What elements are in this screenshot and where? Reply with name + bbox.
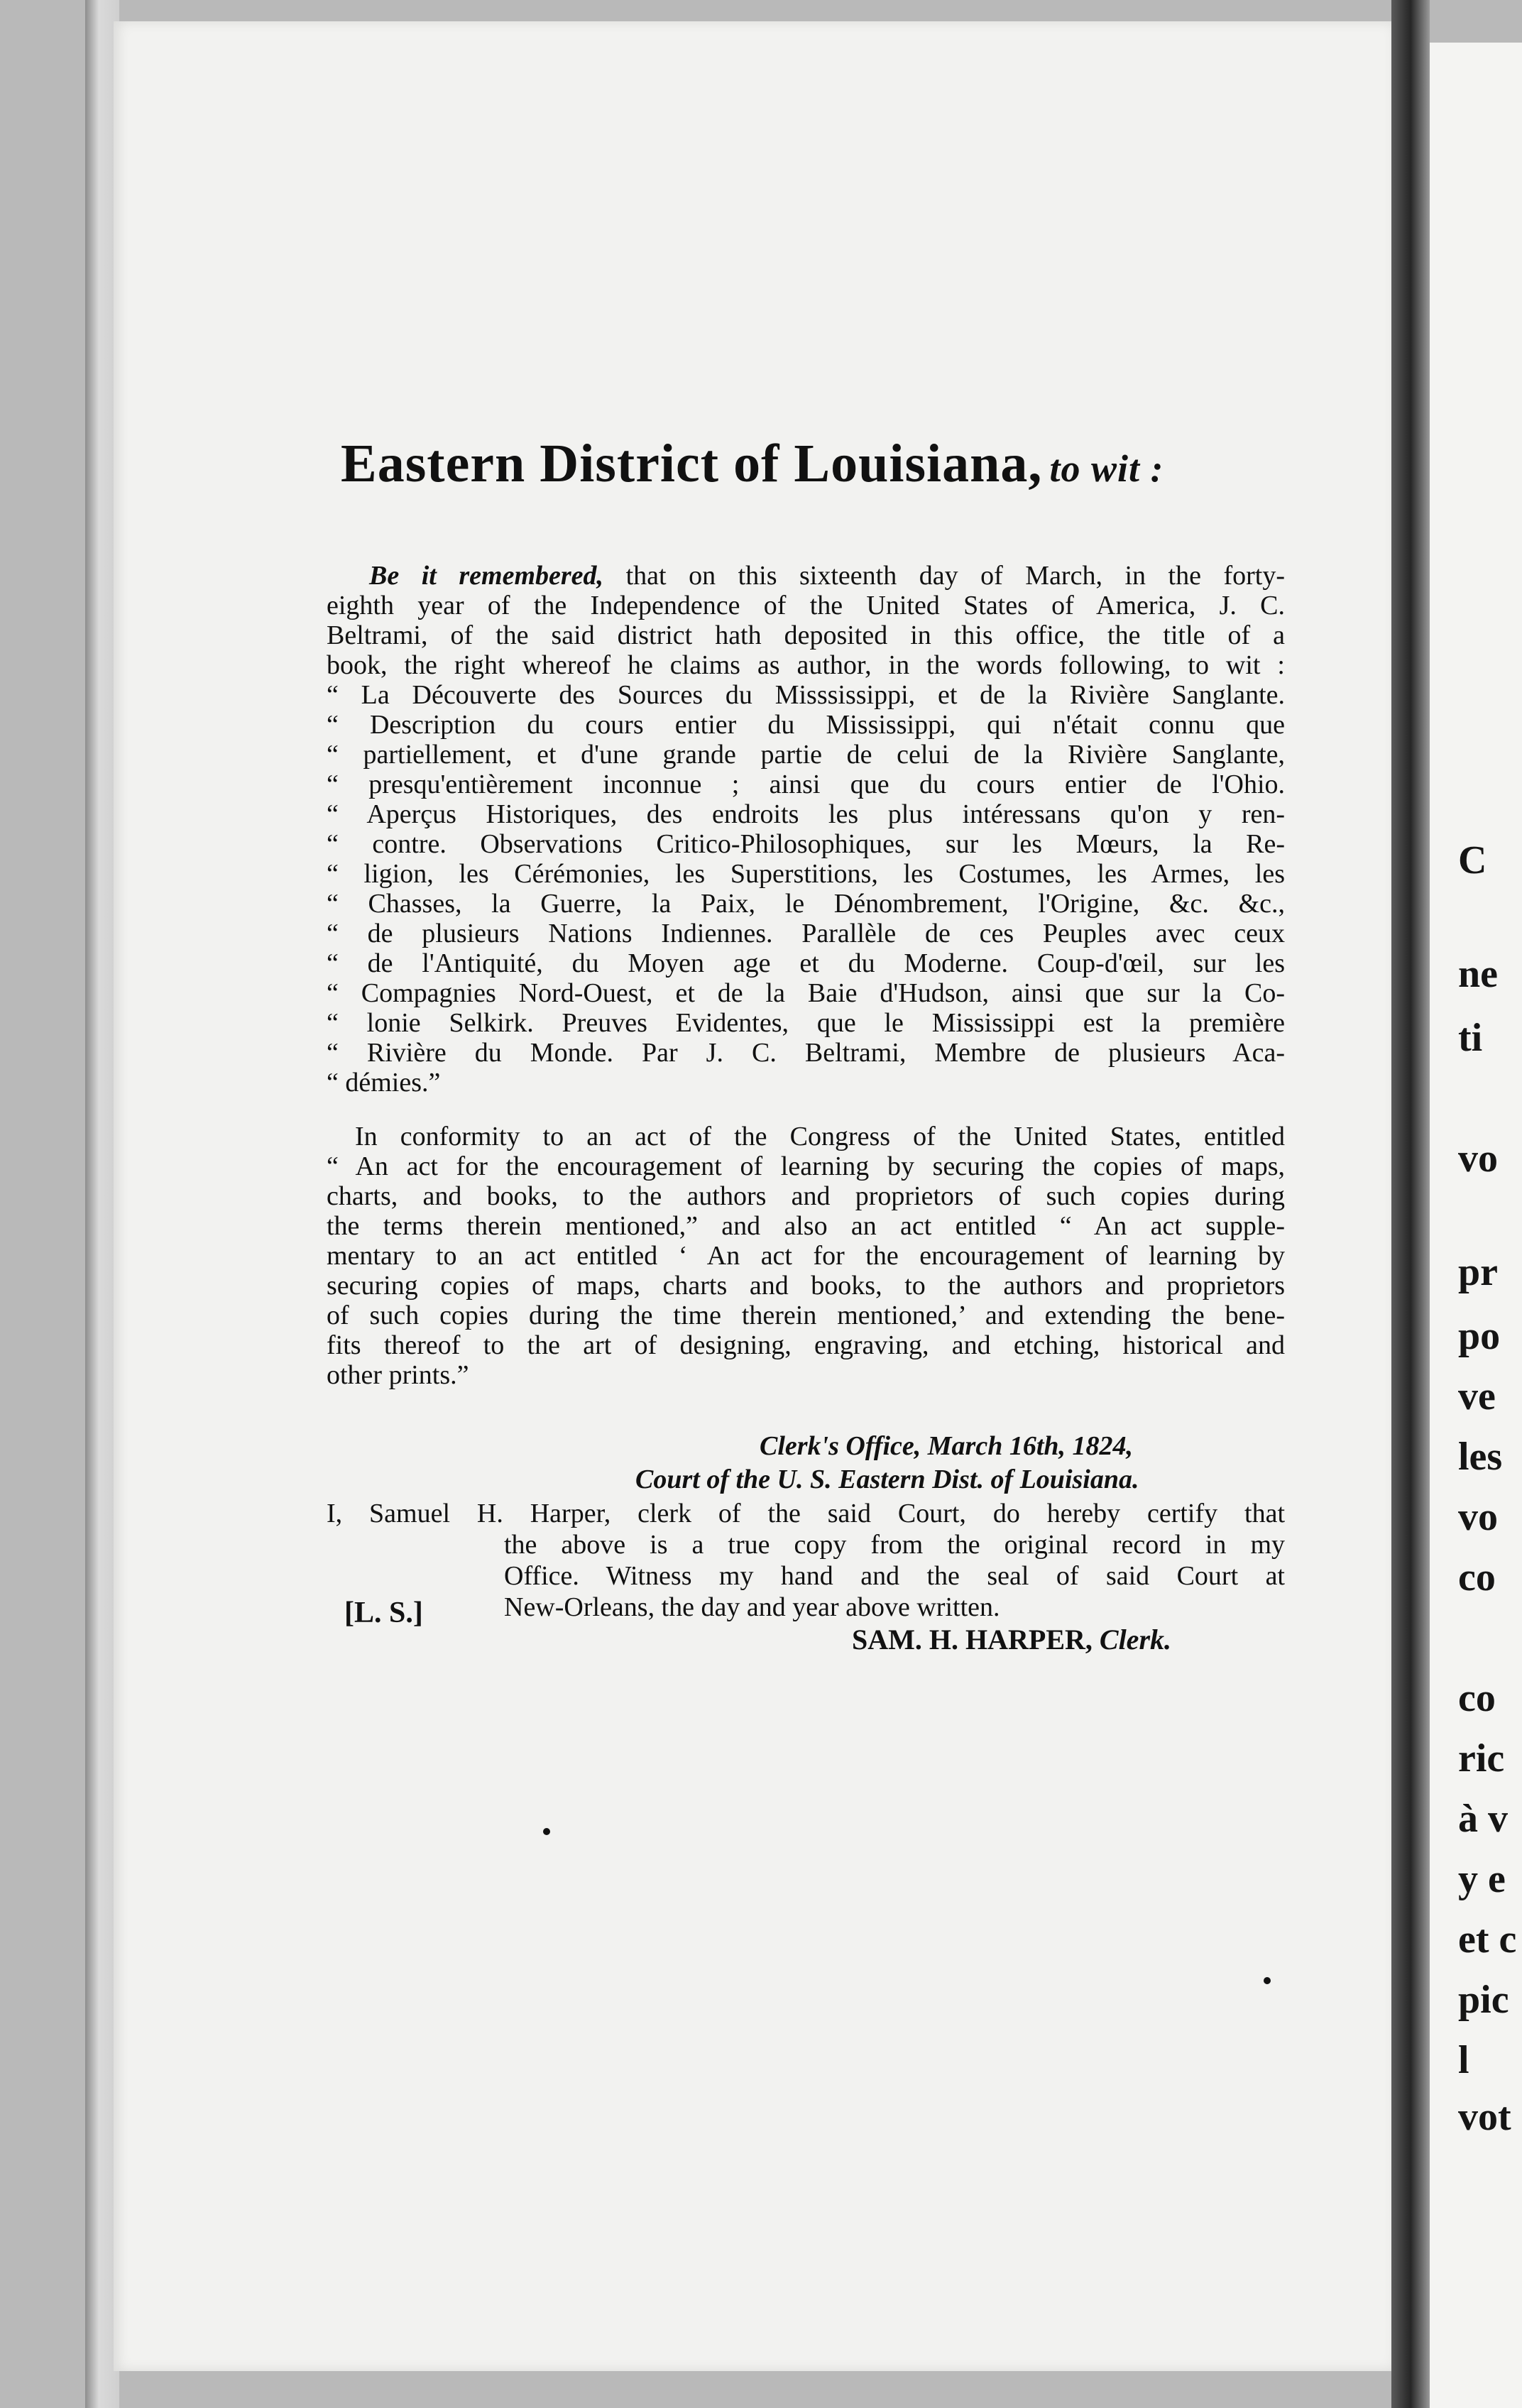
heading-tail: to wit : xyxy=(1049,447,1164,490)
adjacent-page-fragment: co xyxy=(1458,1555,1496,1599)
record-line: “ démies.” xyxy=(327,1068,441,1098)
record-lead: Be it remembered, xyxy=(369,561,604,591)
record-line: “ de plusieurs Nations Indiennes. Parallèle de ces Peuples avec ceux xyxy=(327,919,1285,948)
court-name: Court of the U. S. Eastern Dist. of Louisiana. xyxy=(635,1465,1139,1494)
adjacent-page-fragment: co xyxy=(1458,1676,1496,1720)
conformity-line: In conformity to an act of the Congress of the United States, entitled xyxy=(355,1122,1285,1151)
adjacent-page-fragment: C xyxy=(1458,838,1487,882)
book-gutter xyxy=(1391,0,1430,2408)
record-line: “ Aperçus Historiques, des endroits les plus intéressans qu'on y ren- xyxy=(327,799,1285,829)
adjacent-page-fragment: vo xyxy=(1458,1137,1498,1181)
conformity-line: other prints.” xyxy=(327,1360,469,1390)
conformity-line: of such copies during the time therein mentioned,’ and extending the bene- xyxy=(327,1301,1285,1330)
adjacent-page-fragment: ne xyxy=(1458,952,1498,996)
certification-line: Office. Witness my hand and the seal of said Court at xyxy=(504,1561,1285,1591)
conformity-line: “ An act for the encouragement of learning by securing the copies of maps, xyxy=(327,1151,1285,1181)
adjacent-page-edge xyxy=(1430,43,1522,2408)
ink-speck xyxy=(543,1828,550,1835)
adjacent-page-fragment: ric xyxy=(1458,1736,1505,1780)
record-line: Beltrami, of the said district hath deposited in this office, the title of a xyxy=(327,620,1285,650)
record-line: “ La Découverte des Sources du Misssissippi, et de la Rivière Sanglante. xyxy=(327,680,1285,710)
clerk-signature xyxy=(852,1624,1171,1656)
heading-title: Eastern District of Louisiana, xyxy=(341,434,1043,493)
adjacent-page-fragment: ti xyxy=(1458,1016,1483,1060)
adjacent-page-fragment: à v xyxy=(1458,1797,1508,1841)
conformity-line: charts, and books, to the authors and proprietors of such copies during xyxy=(327,1181,1285,1211)
signature-name: SAM. H. HARPER, xyxy=(852,1624,1093,1656)
certification-line: New-Orleans, the day and year above written. xyxy=(504,1592,1000,1622)
conformity-line: fits thereof to the art of designing, engraving, and etching, historical and xyxy=(327,1330,1285,1360)
record-line: “ partiellement, et d'une grande partie de celui de la Rivière Sanglante, xyxy=(327,740,1285,770)
certification-paragraph xyxy=(327,1498,1285,1623)
adjacent-page-fragment: vot xyxy=(1458,2095,1511,2139)
conformity-line: mentary to an act entitled ‘ An act for the encouragement of learning by xyxy=(327,1241,1285,1271)
record-line: “ Description du cours entier du Mississippi, qui n'était connu que xyxy=(327,710,1285,740)
certification-first-line: I, Samuel H. Harper, clerk of the said Court, do hereby certify that xyxy=(327,1499,1285,1528)
ink-speck xyxy=(1264,1977,1271,1984)
conformity-line: securing copies of maps, charts and books, to the authors and proprietors xyxy=(327,1271,1285,1301)
page-heading xyxy=(341,433,1370,495)
record-line: “ Compagnies Nord-Ouest, et de la Baie d'Hudson, ainsi que sur la Co- xyxy=(327,978,1285,1008)
record-line: “ contre. Observations Critico-Philosophiques, sur les Mœurs, la Re- xyxy=(327,829,1285,859)
record-line: book, the right whereof he claims as author, in the words following, to wit : xyxy=(327,650,1285,680)
adjacent-page-fragment: pic xyxy=(1458,1978,1509,2022)
adjacent-page-fragment: pr xyxy=(1458,1250,1498,1294)
record-line: “ de l'Antiquité, du Moyen age et du Moderne. Coup-d'œil, sur les xyxy=(327,948,1285,978)
adjacent-page-fragment: y e xyxy=(1458,1857,1506,1901)
copyright-record-paragraph xyxy=(327,561,1285,1098)
signature-title: Clerk. xyxy=(1099,1624,1172,1656)
conformity-line: the terms therein mentioned,” and also an act entitled “ An act supple- xyxy=(327,1211,1285,1241)
conformity-paragraph xyxy=(327,1122,1285,1390)
adjacent-page-fragment: vo xyxy=(1458,1495,1498,1539)
seal-mark: [L. S.] xyxy=(344,1597,423,1629)
adjacent-page-fragment: et c xyxy=(1458,1917,1517,1961)
record-line: “ presqu'entièrement inconnue ; ainsi que du cours entier de l'Ohio. xyxy=(327,770,1285,799)
record-line: “ Chasses, la Guerre, la Paix, le Dénombrement, l'Origine, &c. &c., xyxy=(327,889,1285,919)
clerk-office-dateline: Clerk's Office, March 16th, 1824, xyxy=(760,1431,1134,1461)
record-line: “ ligion, les Cérémonies, les Superstitions, les Costumes, les Armes, les xyxy=(327,859,1285,889)
adjacent-page-fragment: po xyxy=(1458,1314,1501,1358)
adjacent-page-fragment: les xyxy=(1458,1435,1503,1479)
certification-line: the above is a true copy from the original record in my xyxy=(504,1530,1285,1560)
record-line: eighth year of the Independence of the United States of America, J. C. xyxy=(327,591,1285,620)
record-line: “ lonie Selkirk. Preuves Evidentes, que le Mississippi est la première xyxy=(327,1008,1285,1038)
record-line: Be it remembered, that on this sixteenth day of March, in the forty- xyxy=(369,561,1286,591)
adjacent-page-fragment: l xyxy=(1458,2038,1469,2082)
certification-rest xyxy=(504,1529,1285,1623)
record-line: “ Rivière du Monde. Par J. C. Beltrami, Membre de plusieurs Aca- xyxy=(327,1038,1285,1068)
adjacent-page-fragment: ve xyxy=(1458,1374,1496,1418)
